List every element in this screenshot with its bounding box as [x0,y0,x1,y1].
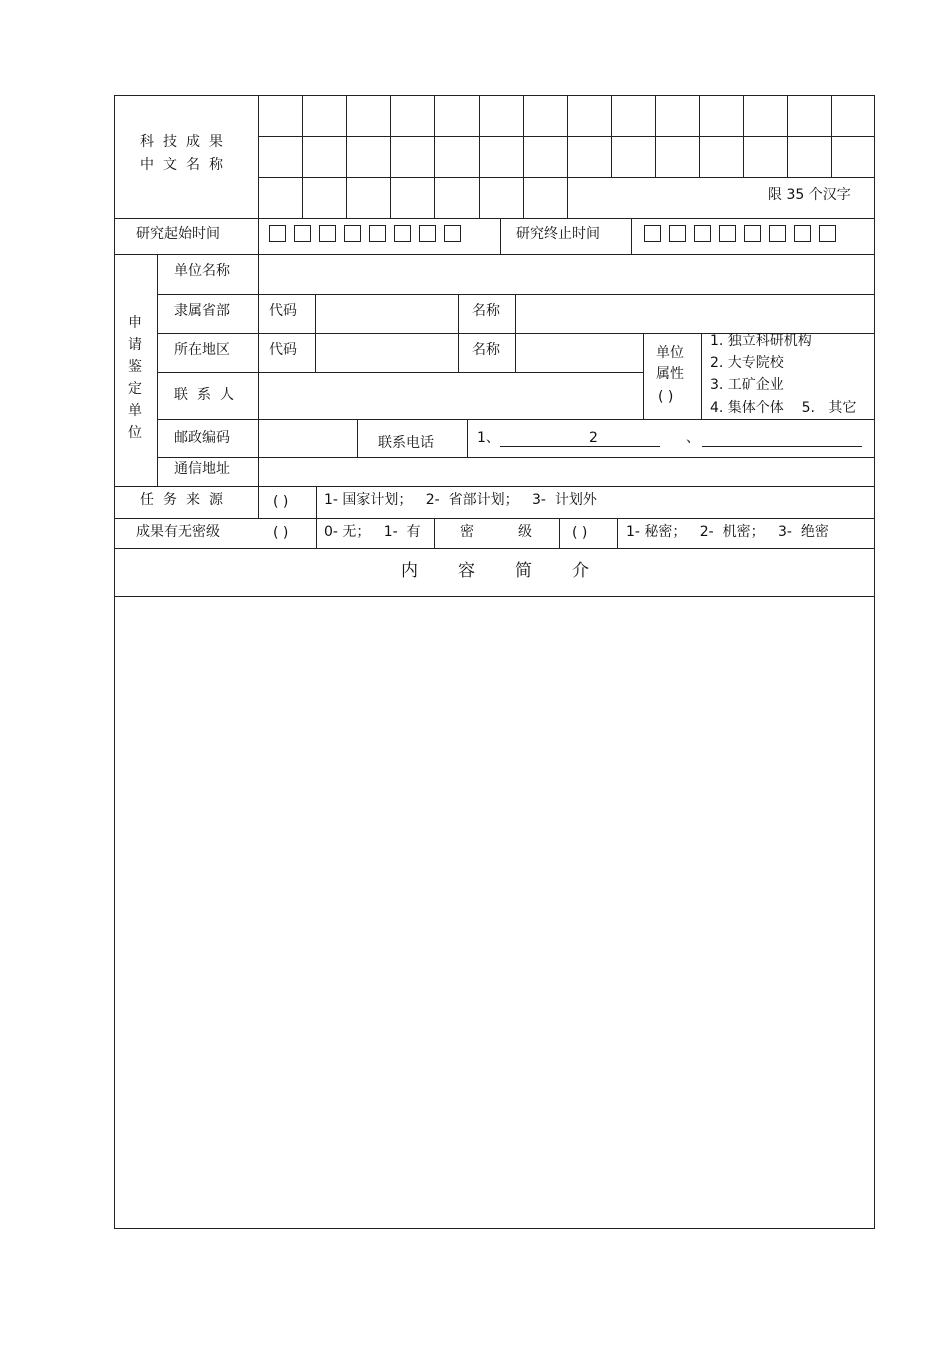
char-limit-note: 限 35 个汉字 [768,187,851,203]
applicant-group-label: 申请鉴定单位 [128,315,142,441]
divider [617,518,618,548]
start-date-box[interactable] [444,225,461,242]
region-code-label: 代码 [269,342,297,358]
task-source-options: 1- 国家计划； 2- 省部计划； 3- 计划外 [324,492,597,508]
start-date-box[interactable] [344,225,361,242]
end-time-label: 研究终止时间 [516,226,600,242]
start-date-box[interactable] [394,225,411,242]
affiliation-code-label: 代码 [269,303,297,319]
secret-level-label-a: 密 [460,524,474,540]
phone-2-label: 2 [589,430,598,446]
region-name-label: 名称 [472,342,500,358]
region-code-field[interactable] [316,334,458,372]
divider [115,548,875,549]
end-date-box[interactable] [794,225,811,242]
contact-field[interactable] [259,373,643,419]
divider [115,218,875,219]
secret-level-label-b: 级 [518,524,532,540]
affiliation-label: 隶属省部 [174,303,230,319]
postcode-field[interactable] [259,420,357,457]
unit-attr-choice[interactable]: ( ) [658,389,674,405]
postcode-label: 邮政编码 [174,430,230,446]
task-source-label: 任务来源 [140,492,232,508]
contact-label: 联系人 [174,387,243,403]
unit-name-label: 单位名称 [174,263,230,279]
address-label: 通信地址 [174,461,230,477]
affiliation-code-field[interactable] [316,295,458,333]
phone-1-underline[interactable] [500,446,660,447]
affiliation-name-label: 名称 [472,303,500,319]
end-date-box[interactable] [669,225,686,242]
phone-label: 联系电话 [378,435,434,451]
divider [467,419,468,457]
start-date-box[interactable] [269,225,286,242]
end-date-box[interactable] [819,225,836,242]
divider [701,333,702,419]
divider [559,518,560,548]
phone-separator: 、 [686,430,700,446]
address-field[interactable] [259,458,875,486]
phone-2-underline[interactable] [702,446,862,447]
unit-attr-option-1: 1. 独立科研机构 [710,333,812,349]
divider [357,419,358,457]
title-label-line2: 中文名称 [140,157,232,173]
end-date-box[interactable] [644,225,661,242]
divider [643,333,644,419]
summary-heading: 内容简介 [401,561,629,581]
divider [258,218,259,254]
divider [458,294,459,372]
secret-level-choice[interactable]: ( ) [572,525,588,541]
end-date-box[interactable] [694,225,711,242]
secret-options: 0- 无； 1- 有 [324,524,421,540]
appraisal-form [114,95,875,1229]
unit-name-field[interactable] [259,255,875,294]
affiliation-name-field[interactable] [516,295,875,333]
end-date-box[interactable] [719,225,736,242]
divider [500,218,501,254]
start-time-label: 研究起始时间 [136,226,220,242]
unit-attr-option-2: 2. 大专院校 [710,355,784,371]
secret-choice[interactable]: ( ) [273,525,289,541]
unit-attr-label-line2: 属性 [656,366,684,382]
phone-prefix: 1、 [477,430,500,446]
start-date-box[interactable] [419,225,436,242]
region-name-field[interactable] [516,334,643,372]
start-date-box[interactable] [319,225,336,242]
secret-level-options: 1- 秘密； 2- 机密； 3- 绝密 [626,524,829,540]
title-label-line1: 科技成果 [140,134,232,150]
end-date-box[interactable] [769,225,786,242]
secret-label: 成果有无密级 [136,524,220,540]
task-source-choice[interactable]: ( ) [273,494,289,510]
divider [631,218,632,254]
start-date-box[interactable] [369,225,386,242]
divider [115,486,875,487]
divider [316,486,317,548]
unit-attr-label-line1: 单位 [656,345,684,361]
end-date-box[interactable] [744,225,761,242]
unit-attr-option-45: 4. 集体个体 5. 其它 [710,400,857,416]
divider [115,518,875,519]
title-input-grid[interactable] [259,96,875,218]
region-label: 所在地区 [174,342,230,358]
start-date-box[interactable] [294,225,311,242]
divider [434,518,435,548]
summary-textarea[interactable] [116,597,874,1228]
divider [157,254,158,486]
unit-attr-option-3: 3. 工矿企业 [710,377,784,393]
